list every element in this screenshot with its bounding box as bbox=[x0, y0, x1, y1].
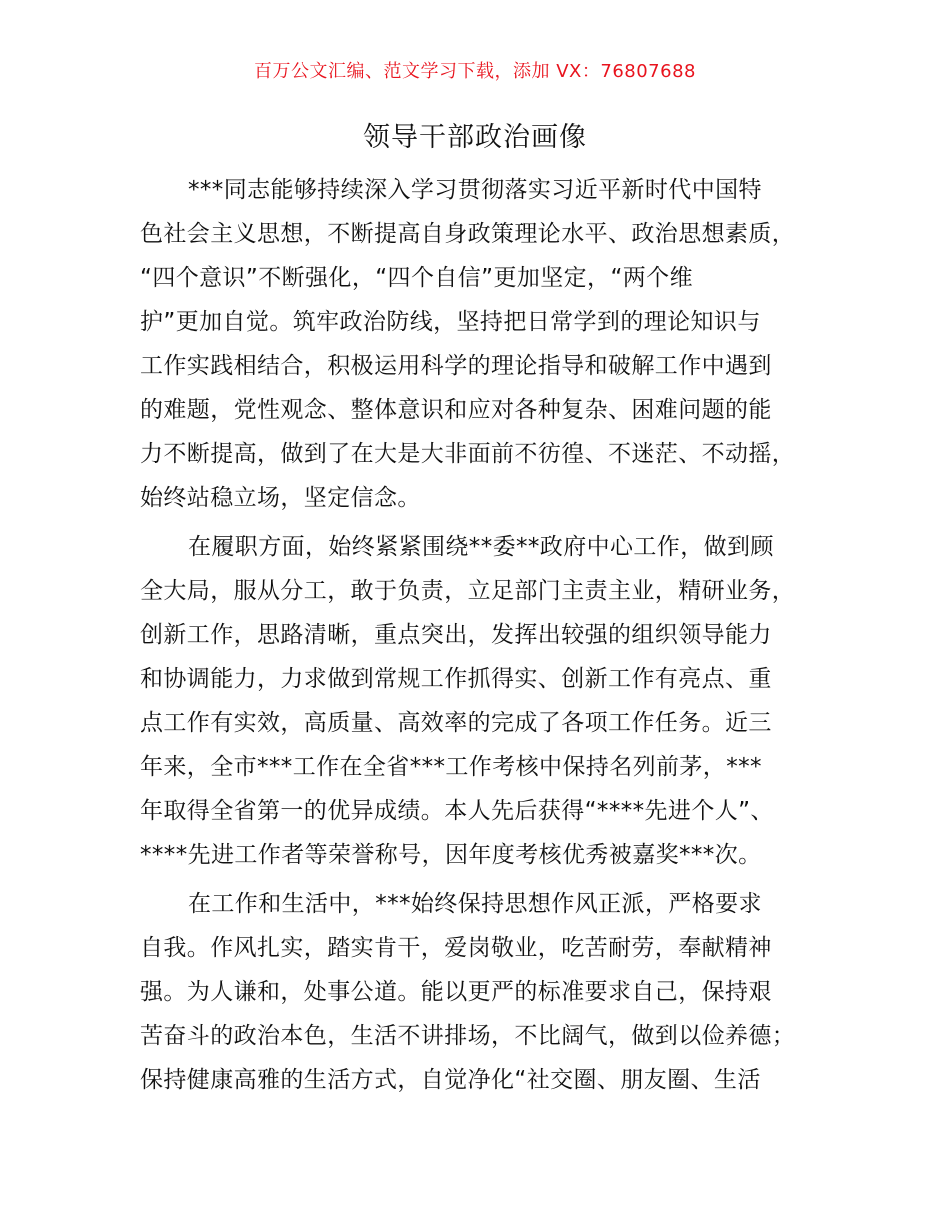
text-line: 自我。作风扎实，踏实肯干，爱岗敬业，吃苦耐劳，奉献精神 bbox=[140, 935, 772, 961]
document-body bbox=[140, 168, 830, 1102]
text-line: ***同志能够持续深入学习贯彻落实习近平新时代中国特 bbox=[188, 177, 762, 203]
text-line: 年取得全省第一的优异成绩。本人先后获得“****先进个人”、 bbox=[140, 798, 774, 824]
text-line: 苦奋斗的政治本色，生活不讲排场，不比阔气，做到以俭养德； bbox=[140, 1023, 796, 1049]
text-line: 工作实践相结合，积极运用科学的理论指导和破解工作中遇到 bbox=[140, 353, 772, 379]
watermark-banner: 百万公文汇编、范文学习下载，添加 VX：76807688 bbox=[254, 61, 696, 82]
text-line: 在履职方面，始终紧紧围绕**委**政府中心工作，做到顾 bbox=[188, 534, 774, 560]
text-line: 全大局，服从分工，敢于负责，立足部门主责主业，精研业务， bbox=[140, 578, 796, 604]
text-line: ****先进工作者等荣誉称号，因年度考核优秀被嘉奖***次。 bbox=[140, 842, 762, 868]
text-line: 保持健康高雅的生活方式，自觉净化“社交圈、朋友圈、生活 bbox=[140, 1067, 761, 1093]
text-line: 点工作有实效，高质量、高效率的完成了各项工作任务。近三 bbox=[140, 710, 772, 736]
paragraph-1 bbox=[140, 168, 830, 520]
text-line: 力不断提高，做到了在大是大非面前不彷徨、不迷茫、不动摇， bbox=[140, 441, 796, 467]
text-line: 和协调能力，力求做到常规工作抓得实、创新工作有亮点、重 bbox=[140, 666, 772, 692]
text-line: “四个意识”不断强化，“四个自信”更加坚定，“两个维 bbox=[140, 265, 693, 291]
text-line: 的难题，党性观念、整体意识和应对各种复杂、困难问题的能 bbox=[140, 397, 772, 423]
paragraph-2 bbox=[140, 525, 830, 877]
text-line: 护”更加自觉。筑牢政治防线，坚持把日常学到的理论知识与 bbox=[140, 309, 761, 335]
text-line: 在工作和生活中，***始终保持思想作风正派，严格要求 bbox=[188, 891, 762, 917]
text-line: 创新工作，思路清晰，重点突出，发挥出较强的组织领导能力 bbox=[140, 622, 772, 648]
paragraph-3 bbox=[140, 882, 830, 1102]
text-line: 强。为人谦和，处事公道。能以更严的标准要求自己，保持艰 bbox=[140, 979, 772, 1005]
text-line: 色社会主义思想，不断提高自身政策理论水平、政治思想素质， bbox=[140, 221, 796, 247]
text-line: 年来，全市***工作在全省***工作考核中保持名列前茅，*** bbox=[140, 754, 762, 780]
document-title: 领导干部政治画像 bbox=[363, 122, 587, 153]
text-line: 始终站稳立场，坚定信念。 bbox=[140, 485, 421, 511]
